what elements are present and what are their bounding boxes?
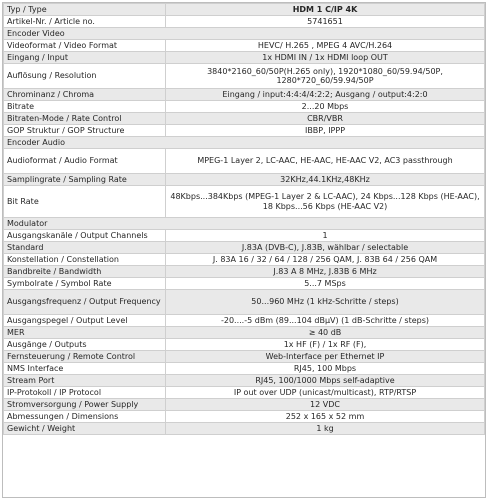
row-value: Web-Interface per Ethernet IP bbox=[166, 351, 485, 363]
table-row bbox=[4, 363, 485, 375]
row-value: 5...7 MSps bbox=[166, 278, 485, 290]
section-title: Encoder Audio bbox=[4, 137, 485, 149]
row-label: Typ / Type bbox=[4, 4, 166, 16]
table-row bbox=[4, 174, 485, 186]
row-value: 3840*2160_60/50P(H.265 only), 1920*1080_60/59.94/50P, 1280*720_60/59.94/50P bbox=[166, 64, 485, 89]
section-header bbox=[4, 137, 485, 149]
table-row bbox=[4, 52, 485, 64]
table-row bbox=[4, 113, 485, 125]
table-row bbox=[4, 266, 485, 278]
row-label: Ausgänge / Outputs bbox=[4, 339, 166, 351]
row-label: Konstellation / Constellation bbox=[4, 254, 166, 266]
row-label: Fernsteuerung / Remote Control bbox=[4, 351, 166, 363]
row-label: Stromversorgung / Power Supply bbox=[4, 399, 166, 411]
table-row bbox=[4, 4, 485, 16]
row-label: Standard bbox=[4, 242, 166, 254]
row-value: ≥ 40 dB bbox=[166, 327, 485, 339]
table-row bbox=[4, 327, 485, 339]
row-label: Bit Rate bbox=[4, 186, 166, 218]
table-row bbox=[4, 399, 485, 411]
table-row bbox=[4, 387, 485, 399]
row-value: RJ45, 100/1000 Mbps self-adaptive bbox=[166, 375, 485, 387]
row-label: Abmessungen / Dimensions bbox=[4, 411, 166, 423]
row-value: MPEG-1 Layer 2, LC-AAC, HE-AAC, HE-AAC V2, AC3 passthrough bbox=[166, 149, 485, 174]
row-value: 50...960 MHz (1 kHz-Schritte / steps) bbox=[166, 290, 485, 315]
section-title: Encoder Video bbox=[4, 28, 485, 40]
table-row bbox=[4, 423, 485, 435]
row-value: IBBP, IPPP bbox=[166, 125, 485, 137]
row-value: HEVC/ H.265 , MPEG 4 AVC/H.264 bbox=[166, 40, 485, 52]
table-row bbox=[4, 101, 485, 113]
table-row bbox=[4, 149, 485, 174]
row-value: J. 83A 16 / 32 / 64 / 128 / 256 QAM, J. 83B 64 / 256 QAM bbox=[166, 254, 485, 266]
row-label: Bitraten-Mode / Rate Control bbox=[4, 113, 166, 125]
row-label: Bandbreite / Bandwidth bbox=[4, 266, 166, 278]
row-value: 1 bbox=[166, 230, 485, 242]
section-header bbox=[4, 218, 485, 230]
row-value: Eingang / input:4:4:4/4:2:2; Ausgang / output:4:2:0 bbox=[166, 89, 485, 101]
row-label: Artikel-Nr. / Article no. bbox=[4, 16, 166, 28]
section-header bbox=[4, 28, 485, 40]
row-value: 12 VDC bbox=[166, 399, 485, 411]
row-value: 5741651 bbox=[166, 16, 485, 28]
row-label: Chrominanz / Chroma bbox=[4, 89, 166, 101]
row-value: HDM 1 C/IP 4K bbox=[166, 4, 485, 16]
table-row bbox=[4, 16, 485, 28]
table-row bbox=[4, 186, 485, 218]
table-row bbox=[4, 411, 485, 423]
table-row bbox=[4, 230, 485, 242]
row-label: Ausgangspegel / Output Level bbox=[4, 315, 166, 327]
row-label: Audioformat / Audio Format bbox=[4, 149, 166, 174]
row-value: J.83A (DVB-C), J.83B, wählbar / selectable bbox=[166, 242, 485, 254]
spec-table-frame bbox=[2, 2, 486, 498]
row-value: 2...20 Mbps bbox=[166, 101, 485, 113]
row-value: RJ45, 100 Mbps bbox=[166, 363, 485, 375]
table-row bbox=[4, 64, 485, 89]
row-label: Ausgangsfrequenz / Output Frequency bbox=[4, 290, 166, 315]
row-value: 32KHz,44.1KHz,48KHz bbox=[166, 174, 485, 186]
row-value: 48Kbps...384Kbps (MPEG-1 Layer 2 & LC-AAC), 24 Kbps...128 Kbps (HE-AAC), 18 Kbps...56 Kbps (HE-AAC V2) bbox=[166, 186, 485, 218]
table-row bbox=[4, 290, 485, 315]
row-label: NMS Interface bbox=[4, 363, 166, 375]
row-label: Bitrate bbox=[4, 101, 166, 113]
table-row bbox=[4, 242, 485, 254]
table-row bbox=[4, 125, 485, 137]
row-label: IP-Protokoll / IP Protocol bbox=[4, 387, 166, 399]
row-label: Videoformat / Video Format bbox=[4, 40, 166, 52]
row-value: 1x HF (F) / 1x RF (F), bbox=[166, 339, 485, 351]
row-value: 1 kg bbox=[166, 423, 485, 435]
table-row bbox=[4, 254, 485, 266]
row-value: J.83 A 8 MHz, J.83B 6 MHz bbox=[166, 266, 485, 278]
row-label: Eingang / Input bbox=[4, 52, 166, 64]
table-row bbox=[4, 339, 485, 351]
table-row bbox=[4, 278, 485, 290]
row-label: Gewicht / Weight bbox=[4, 423, 166, 435]
row-label: Symbolrate / Symbol Rate bbox=[4, 278, 166, 290]
row-value: 1x HDMI IN / 1x HDMI loop OUT bbox=[166, 52, 485, 64]
row-label: Auflösung / Resolution bbox=[4, 64, 166, 89]
table-row bbox=[4, 89, 485, 101]
table-row bbox=[4, 315, 485, 327]
table-row bbox=[4, 375, 485, 387]
section-title: Modulator bbox=[4, 218, 485, 230]
row-label: Stream Port bbox=[4, 375, 166, 387]
table-row bbox=[4, 40, 485, 52]
spec-table bbox=[3, 3, 485, 435]
row-value: -20....-5 dBm (89...104 dBµV) (1 dB-Schritte / steps) bbox=[166, 315, 485, 327]
row-label: GOP Struktur / GOP Structure bbox=[4, 125, 166, 137]
row-label: MER bbox=[4, 327, 166, 339]
row-label: Samplingrate / Sampling Rate bbox=[4, 174, 166, 186]
row-label: Ausgangskanäle / Output Channels bbox=[4, 230, 166, 242]
row-value: 252 x 165 x 52 mm bbox=[166, 411, 485, 423]
row-value: IP out over UDP (unicast/multicast), RTP/RTSP bbox=[166, 387, 485, 399]
row-value: CBR/VBR bbox=[166, 113, 485, 125]
table-row bbox=[4, 351, 485, 363]
